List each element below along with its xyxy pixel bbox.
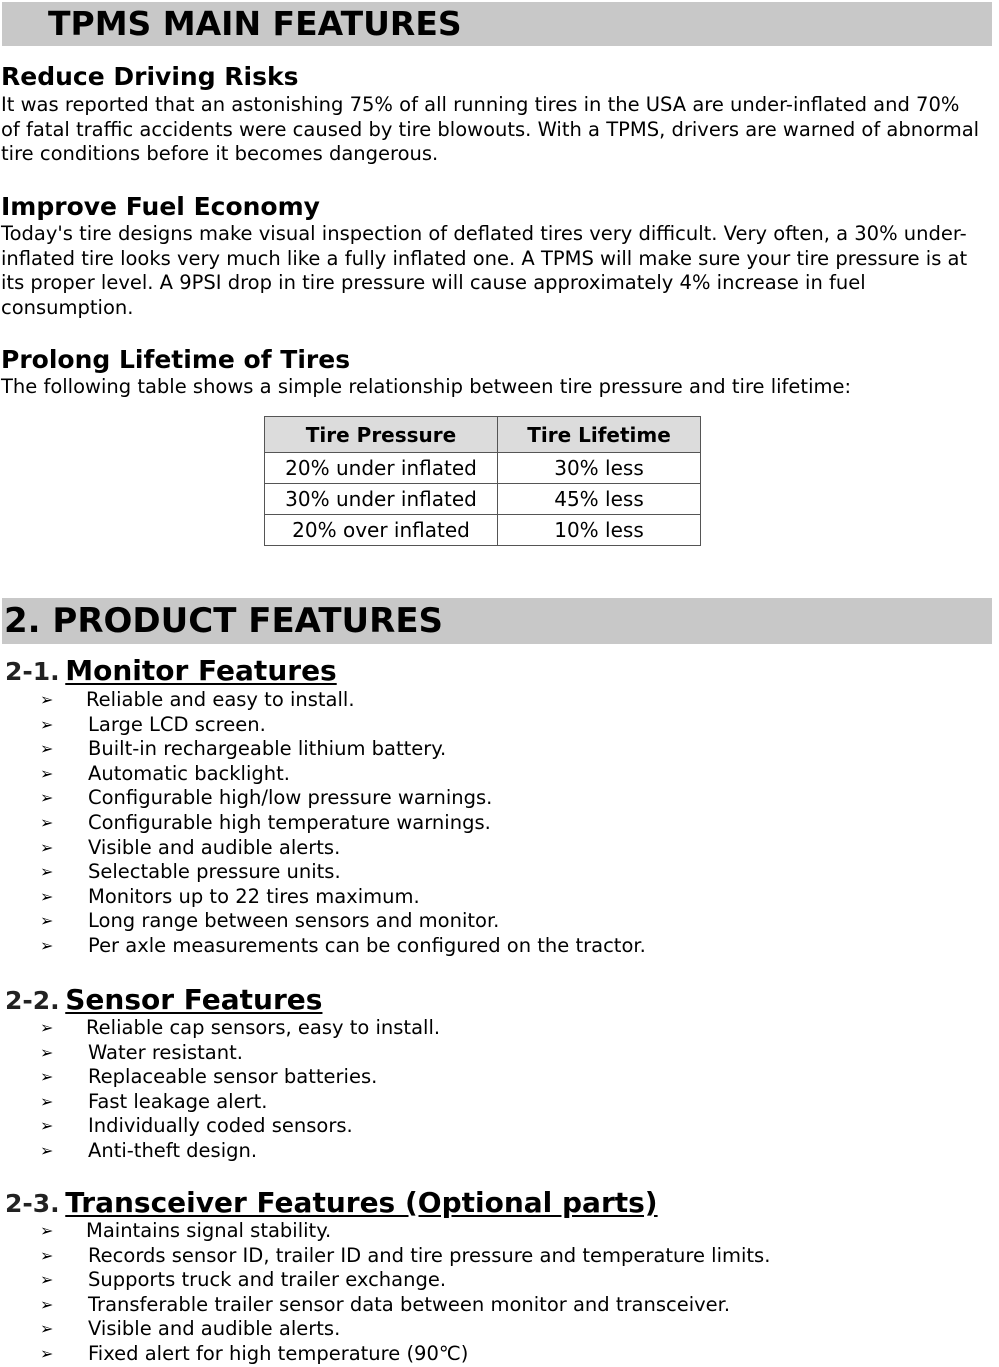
heading-reduce-driving-risks: Reduce Driving Risks — [1, 62, 299, 91]
subsection-number: 2-2. — [5, 986, 60, 1015]
arrow-bullet-icon: ➢ — [40, 1140, 54, 1160]
heading-prolong-lifetime: Prolong Lifetime of Tires — [1, 345, 351, 374]
table-header-cell: Tire Lifetime — [498, 417, 701, 453]
arrow-bullet-icon: ➢ — [40, 690, 54, 709]
arrow-bullet-icon: ➢ — [40, 862, 54, 882]
subsection-heading-monitor — [5, 654, 337, 687]
subsection-number: 2-3. — [5, 1189, 60, 1218]
paragraph-prolong-lifetime — [1, 375, 999, 400]
arrow-bullet-icon: ➢ — [40, 1067, 54, 1087]
subsection-title: Monitor Features — [65, 654, 337, 687]
arrow-bullet-icon: ➢ — [40, 1116, 54, 1136]
paragraph-reduce-driving-risks — [1, 93, 999, 167]
table-row — [265, 515, 701, 546]
arrow-bullet-icon: ➢ — [40, 1270, 54, 1290]
arrow-bullet-icon: ➢ — [40, 1042, 54, 1062]
section-heading-tpms-main-features: TPMS MAIN FEATURES — [2, 2, 992, 46]
table-row — [265, 453, 701, 484]
subsection-heading-transceiver — [5, 1186, 658, 1219]
paragraph-line: of fatal traffic accidents were caused by tire blowouts. With a TPMS, drivers are warned of abnormal — [1, 117, 980, 141]
arrow-bullet-icon: ➢ — [40, 1221, 54, 1240]
arrow-bullet-icon: ➢ — [40, 911, 54, 931]
section-heading-product-features: 2. PRODUCT FEATURES — [2, 598, 992, 644]
arrow-bullet-icon: ➢ — [40, 812, 54, 832]
arrow-bullet-icon: ➢ — [40, 1245, 54, 1265]
arrow-bullet-icon: ➢ — [40, 837, 54, 857]
paragraph-improve-fuel-economy — [1, 222, 999, 320]
subsection-title: Transceiver Features (Optional parts) — [65, 1186, 658, 1219]
paragraph-line: tire conditions before it becomes dangerous. — [1, 142, 439, 165]
arrow-bullet-icon: ➢ — [40, 1294, 54, 1314]
arrow-bullet-icon: ➢ — [40, 1018, 54, 1037]
arrow-bullet-icon: ➢ — [40, 935, 54, 955]
arrow-bullet-icon: ➢ — [40, 1343, 54, 1363]
table-cell: 45% less — [498, 484, 701, 515]
table-row — [265, 484, 701, 515]
paragraph-line: It was reported that an astonishing 75% of all running tires in the USA are under-inflated and 70% — [1, 93, 960, 116]
subsection-title: Sensor Features — [65, 983, 323, 1016]
arrow-bullet-icon: ➢ — [40, 763, 54, 783]
table-header-row — [265, 417, 701, 453]
arrow-bullet-icon: ➢ — [40, 886, 54, 906]
table-header-cell: Tire Pressure — [265, 417, 498, 453]
paragraph-line: The following table shows a simple relationship between tire pressure and tire lifetime: — [1, 375, 852, 398]
paragraph-line: consumption. — [1, 295, 134, 319]
table-cell: 20% under inflated — [265, 453, 498, 484]
arrow-bullet-icon: ➢ — [40, 1319, 54, 1339]
table-cell: 30% less — [498, 453, 701, 484]
subsection-heading-sensor — [5, 983, 322, 1016]
arrow-bullet-icon: ➢ — [40, 1091, 54, 1111]
table-cell: 10% less — [498, 515, 701, 546]
paragraph-line: Today's tire designs make visual inspection of deflated tires very difficult. Very often, a 30% under- — [1, 222, 967, 245]
tire-lifetime-table — [264, 416, 701, 546]
table-cell: 30% under inflated — [265, 484, 498, 515]
subsection-number: 2-1. — [5, 657, 60, 686]
table-cell: 20% over inflated — [265, 515, 498, 546]
paragraph-line: inflated tire looks very much like a fully inflated one. A TPMS will make sure your tire pressure is at — [1, 246, 968, 270]
arrow-bullet-icon: ➢ — [40, 739, 54, 759]
paragraph-line: its proper level. A 9PSI drop in tire pressure will cause approximately 4% increase in fuel — [1, 271, 866, 294]
heading-improve-fuel-economy: Improve Fuel Economy — [1, 192, 320, 221]
arrow-bullet-icon: ➢ — [40, 788, 54, 808]
arrow-bullet-icon: ➢ — [40, 714, 54, 734]
